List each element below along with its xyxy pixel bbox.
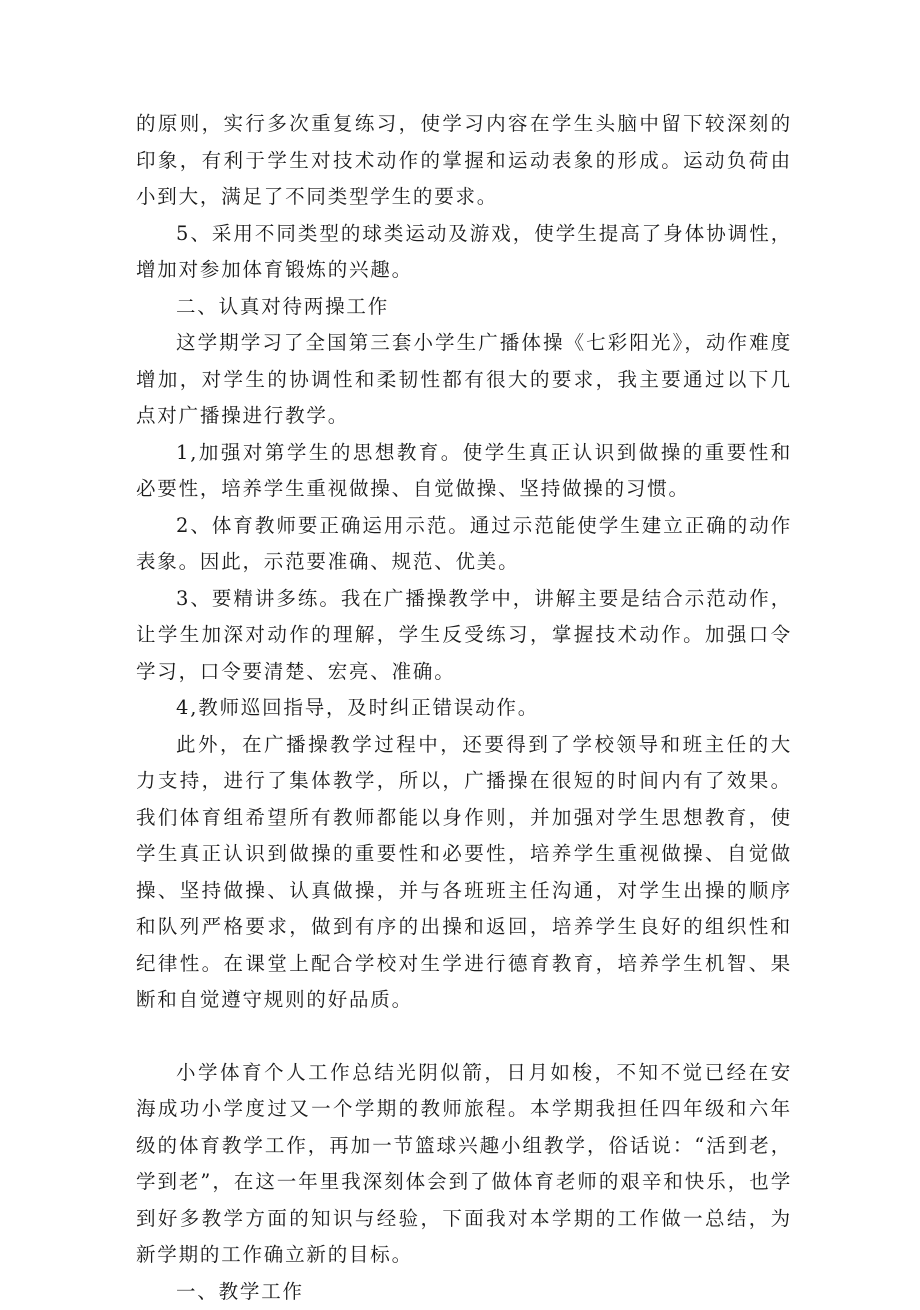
paragraph-gap: [136, 1019, 792, 1055]
paragraph-point-1: 1,加强对第学生的思想教育。使学生真正认识到做操的重要性和必要性，培养学生重视做操、自觉做操、坚持做操的习惯。: [136, 435, 792, 508]
paragraph-summary-intro: 小学体育个人工作总结光阴似箭，日月如梭，不知不觉已经在安海成功小学度过又一个学期的教师旅程。本学期我担任四年级和六年级的体育教学工作，再加一节篮球兴趣小组教学，俗话说：“活到老，学到老”，在这一年里我深刻体会到了做体育老师的艰辛和快乐，也学到好多教学方面的知识与经验，下面我对本学期的工作做一总结，为新学期的工作确立新的目标。: [136, 1055, 792, 1274]
document-body: [136, 106, 792, 1310]
paragraph-point-4: 4,教师巡回指导，及时纠正错误动作。: [136, 690, 792, 727]
paragraph-point-2: 2、体育教师要正确运用示范。通过示范能使学生建立正确的动作表象。因此，示范要准确、规范、优美。: [136, 508, 792, 581]
paragraph-item-5: 5、采用不同类型的球类运动及游戏，使学生提高了身体协调性，增加对参加体育锻炼的兴趣。: [136, 216, 792, 289]
paragraph-point-3: 3、要精讲多练。我在广播操教学中，讲解主要是结合示范动作，让学生加深对动作的理解，学生反受练习，掌握技术动作。加强口令学习，口令要清楚、宏亮、准确。: [136, 581, 792, 691]
section-heading-teaching-work: 一、教学工作: [136, 1274, 792, 1310]
paragraph-continuation: 的原则，实行多次重复练习，使学习内容在学生头脑中留下较深刻的印象，有利于学生对技术动作的掌握和运动表象的形成。运动负荷由小到大，满足了不同类型学生的要求。: [136, 106, 792, 216]
paragraph-broadcast-exercise-intro: 这学期学习了全国第三套小学生广播体操《七彩阳光》，动作难度增加，对学生的协调性和柔韧性都有很大的要求，我主要通过以下几点对广播操进行教学。: [136, 325, 792, 435]
paragraph-additional-support: 此外，在广播操教学过程中，还要得到了学校领导和班主任的大力支持，进行了集体教学，所以，广播操在很短的时间内有了效果。我们体育组希望所有教师都能以身作则，并加强对学生思想教育，使学生真正认识到做操的重要性和必要性，培养学生重视做操、自觉做操、坚持做操、认真做操，并与各班班主任沟通，对学生出操的顺序和队列严格要求，做到有序的出操和返回，培养学生良好的组织性和纪律性。在课堂上配合学校对生学进行德育教育，培养学生机智、果断和自觉遵守规则的好品质。: [136, 727, 792, 1019]
section-heading-two-exercises: 二、认真对待两操工作: [136, 289, 792, 326]
